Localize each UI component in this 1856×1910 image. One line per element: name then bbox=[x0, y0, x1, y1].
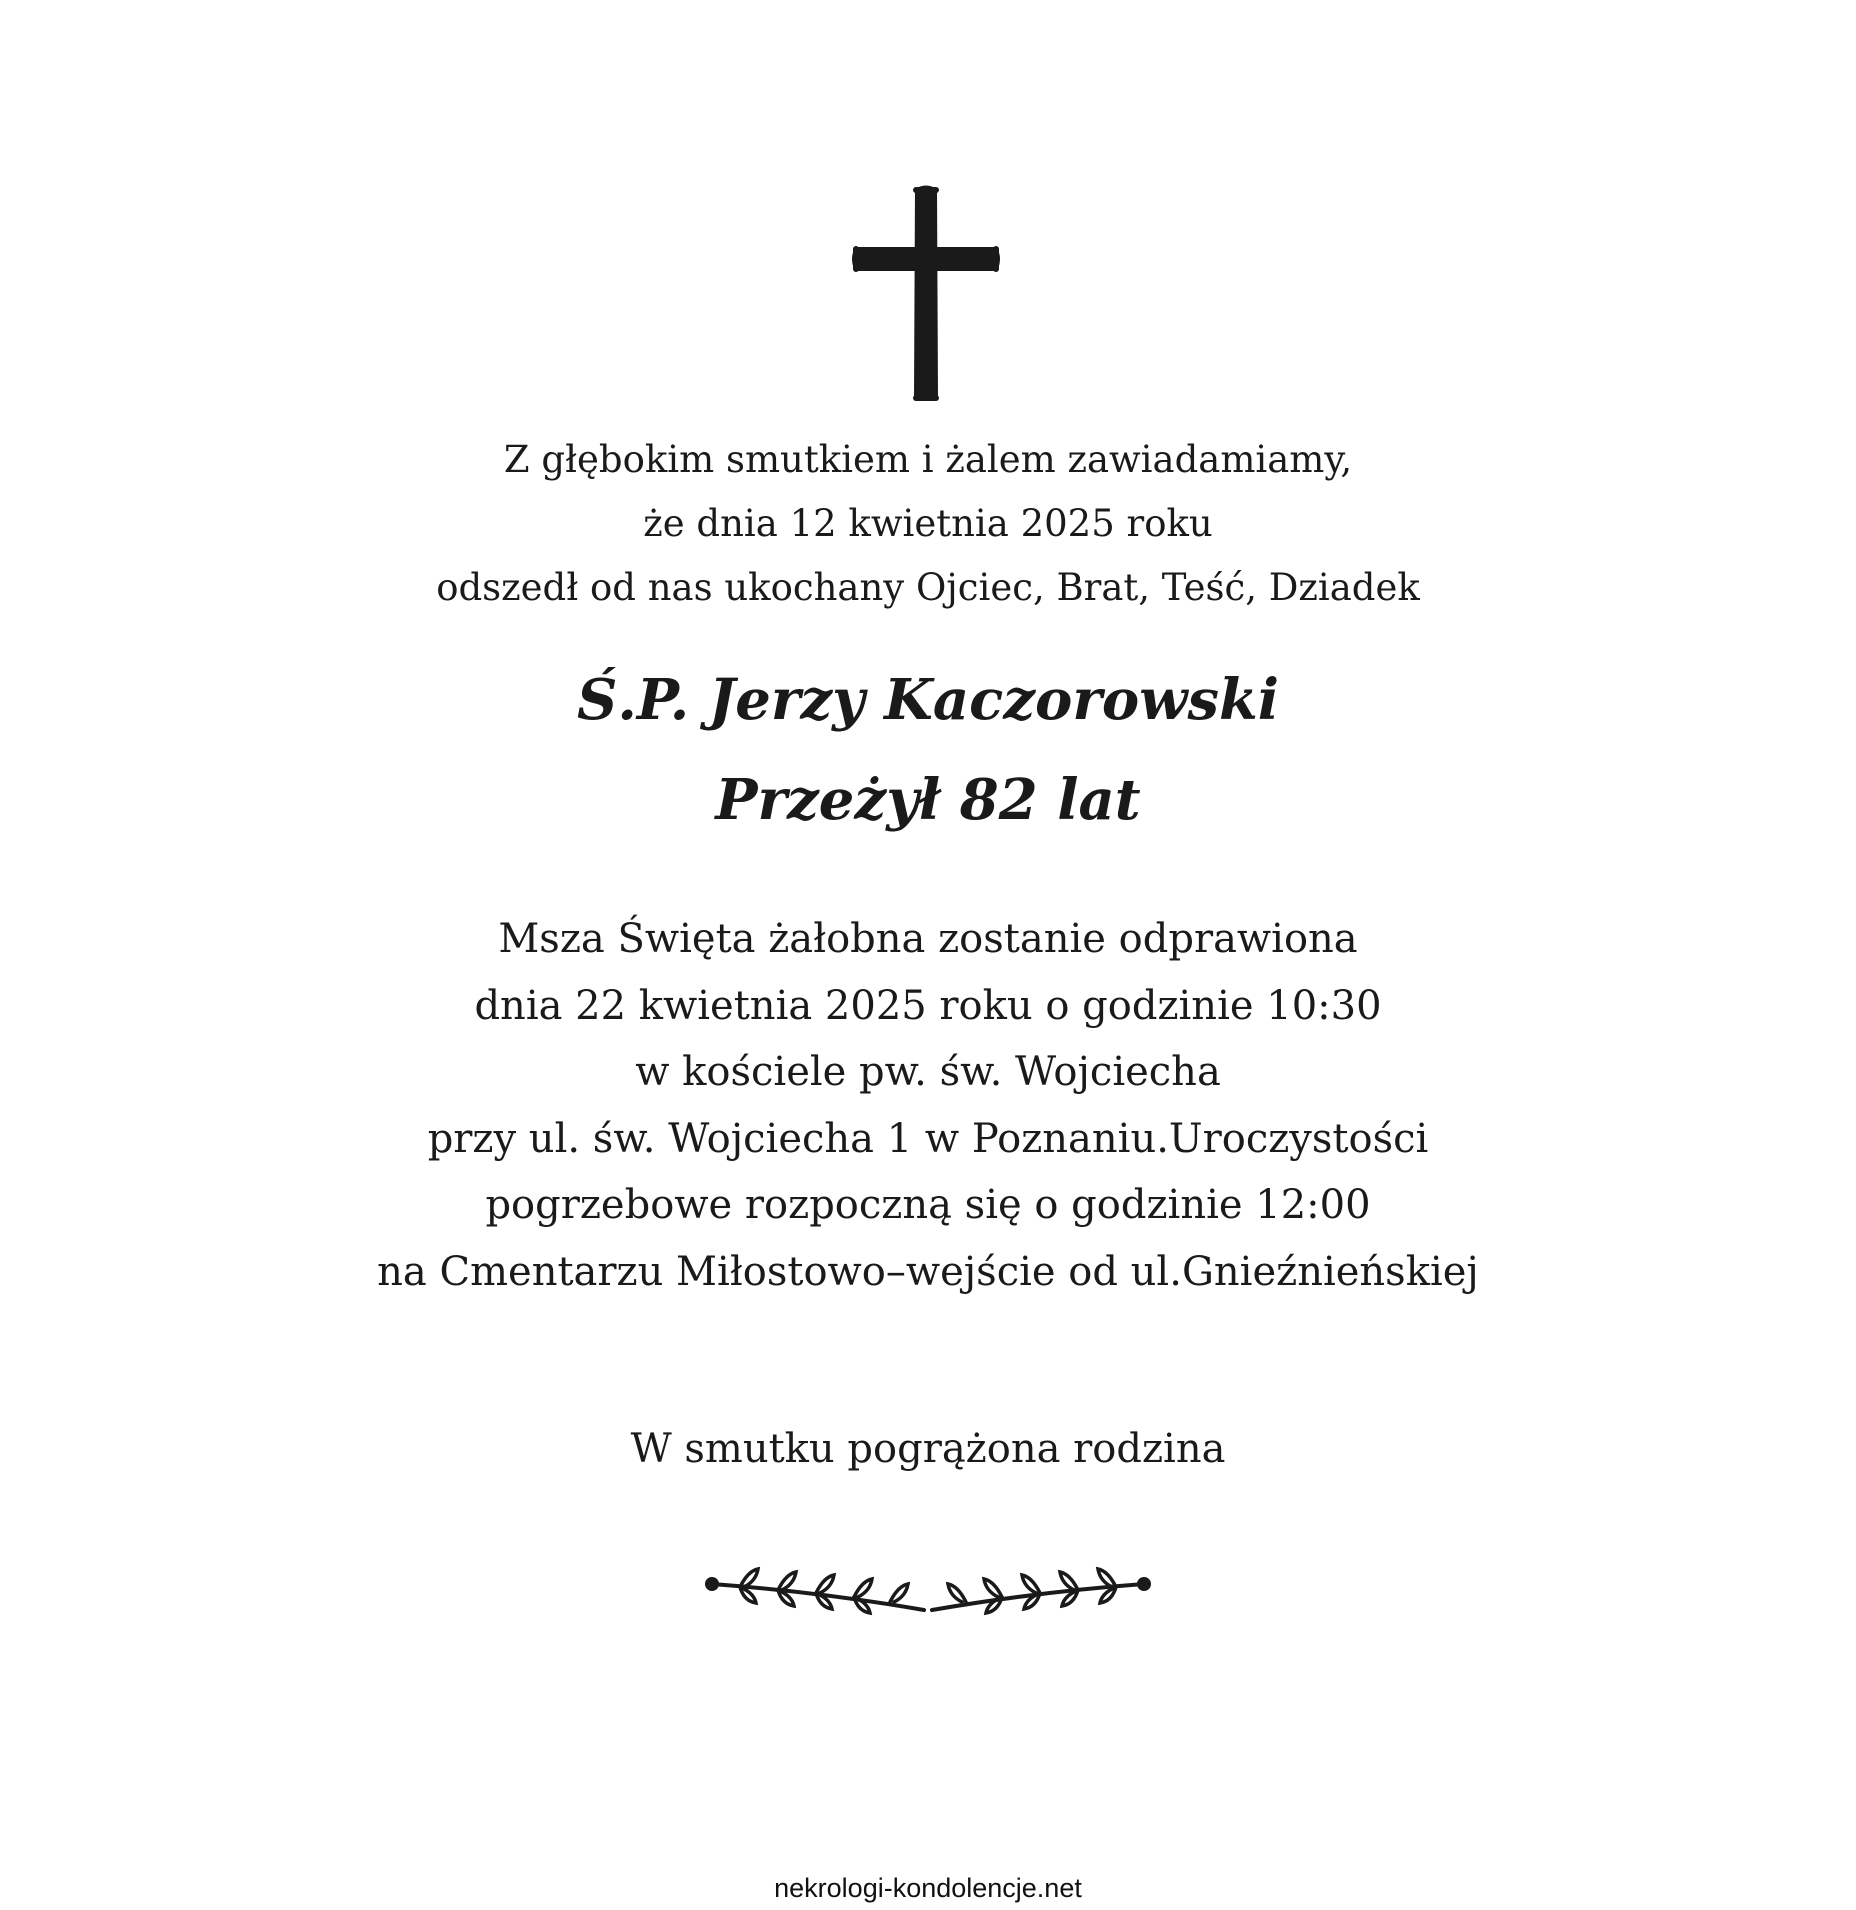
mass-line-6: na Cmentarzu Miłostowo–wejście od ul.Gnieźnieńskiej bbox=[377, 1248, 1479, 1295]
mass-line-3: w kościele pw. św. Wojciecha bbox=[635, 1049, 1221, 1095]
mass-line-1: Msza Święta żałobna zostanie odprawiona bbox=[498, 916, 1358, 962]
deceased-block bbox=[0, 650, 1856, 850]
mass-line-4: przy ul. św. Wojciecha 1 w Poznaniu.Uroczystości bbox=[427, 1115, 1429, 1162]
mass-details bbox=[0, 906, 1856, 1305]
announcement-intro bbox=[0, 428, 1856, 620]
family-signature: W smutku pogrążona rodzina bbox=[630, 1426, 1226, 1472]
footer-website: nekrologi-kondolencje.net bbox=[774, 1873, 1082, 1903]
cross-icon bbox=[850, 183, 1002, 405]
intro-line-3: odszedł od nas ukochany Ojciec, Brat, Teść, Dziadek bbox=[436, 566, 1420, 609]
deceased-name: Ś.P. Jerzy Kaczorowski bbox=[576, 667, 1280, 733]
intro-line-1: Z głębokim smutkiem i żalem zawiadamiamy, bbox=[503, 438, 1353, 481]
laurel-branch-icon bbox=[700, 1560, 1156, 1626]
mass-line-2: dnia 22 kwietnia 2025 roku o godzinie 10:30 bbox=[474, 982, 1382, 1029]
intro-line-2: że dnia 12 kwietnia 2025 roku bbox=[643, 502, 1213, 545]
deceased-age: Przeżył 82 lat bbox=[715, 767, 1141, 833]
mass-line-5: pogrzebowe rozpoczną się o godzinie 12:00 bbox=[485, 1182, 1371, 1228]
